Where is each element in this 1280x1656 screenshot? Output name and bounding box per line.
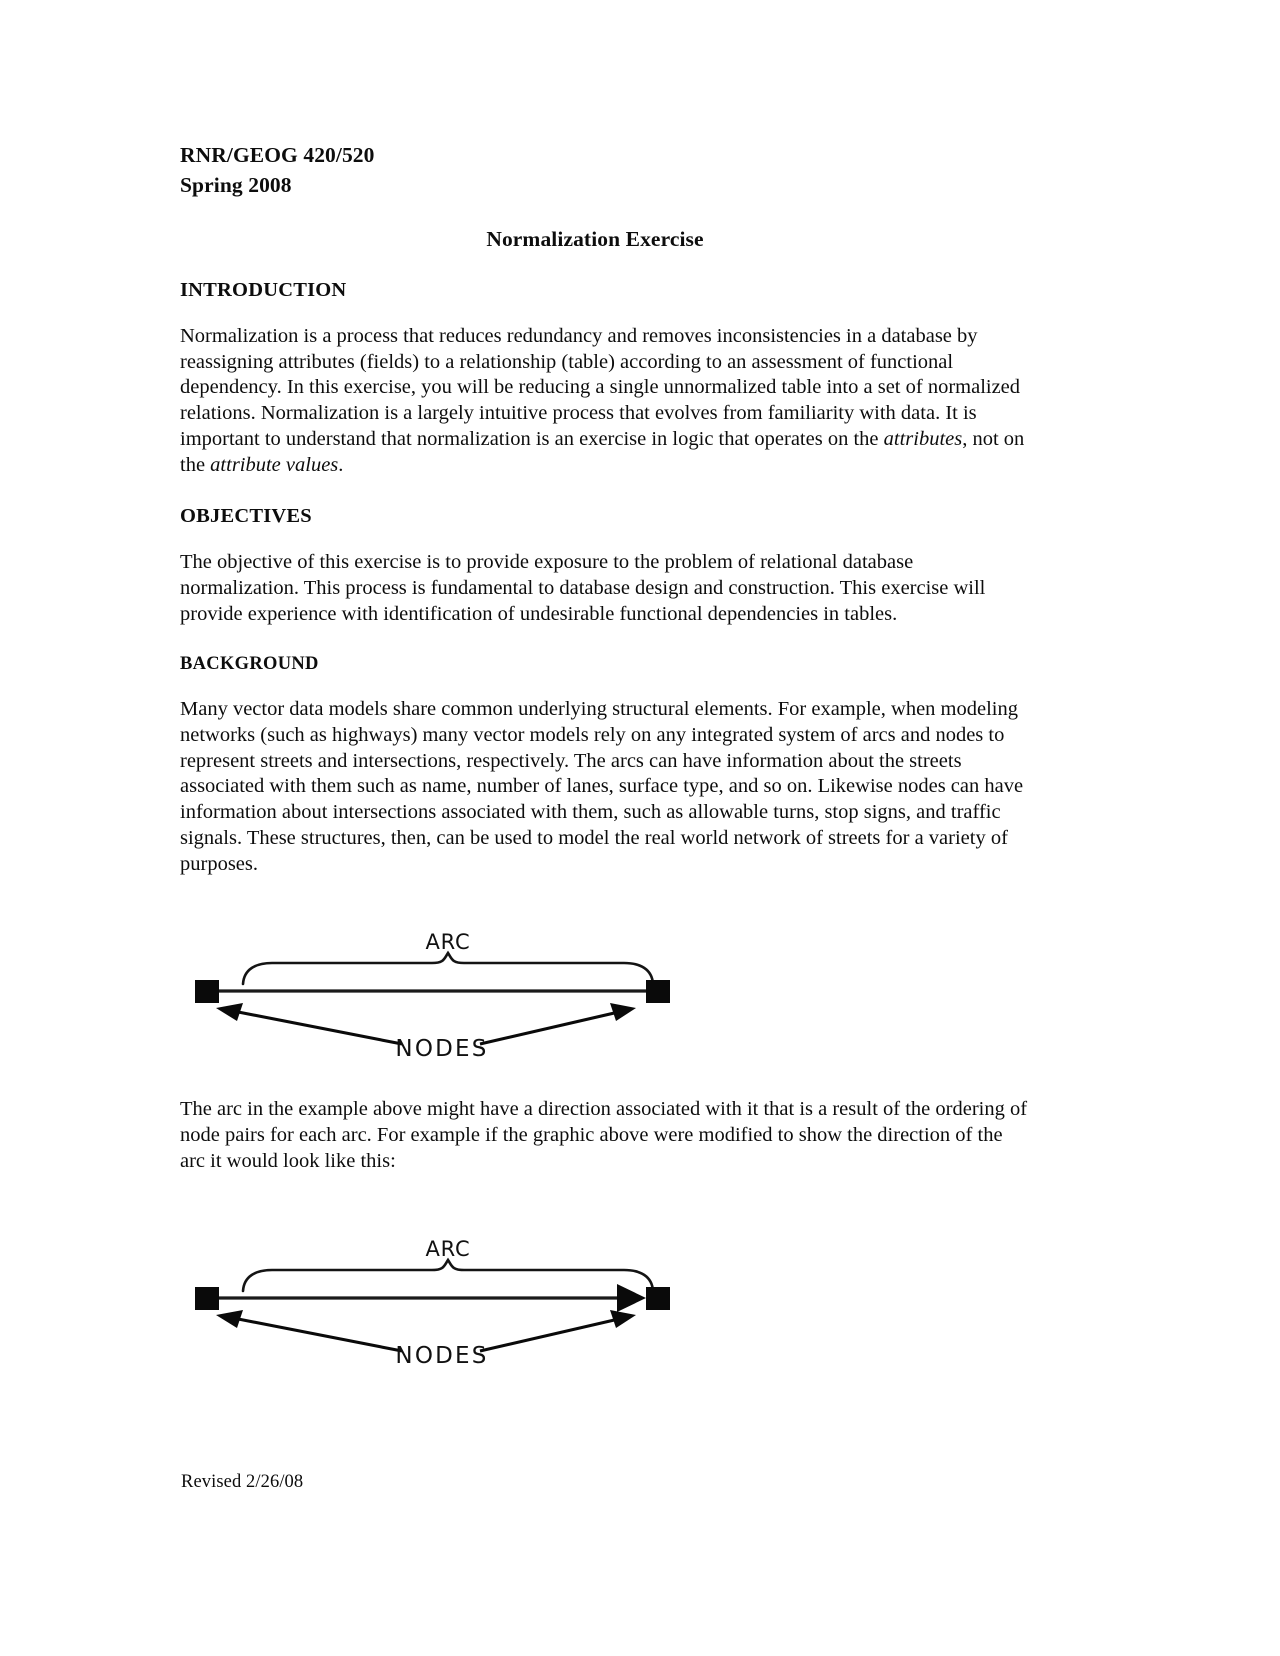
figure-arc-node-directed: [180, 1218, 1028, 1383]
term-label: Spring 2008: [180, 173, 292, 197]
paragraph-objectives: The objective of this exercise is to provide exposure to the problem of relational database normalization. This process is fundamental to database design and construction. This exercise will provide experience with identification of undesirable functional dependencies in tables.: [180, 551, 986, 625]
figure1-nodes-label: NODES: [395, 1036, 489, 1063]
figure2-node-left: [195, 1287, 219, 1310]
figure2-direction-arrowhead: [617, 1284, 646, 1312]
heading-objectives: OBJECTIVES: [180, 505, 312, 528]
paragraph-background: Many vector data models share common underlying structural elements. For example, when modeling networks (such as highways) many vector models rely on any integrated system of arcs and nodes to represent streets and intersections, respectively. The arcs can have information about the streets associated with them such as name, number of lanes, surface type, and so on. Likewise nodes can have information about intersections associated with them, such as allowable turns, stop signs, and traffic signals. These structures, then, can be used to model the real world network of streets for a variety of purposes.: [180, 698, 1024, 875]
figure2-pointer-right: [480, 1310, 636, 1351]
figure2-nodes-label: NODES: [395, 1343, 489, 1370]
figure1-pointer-right: [480, 1003, 636, 1044]
figure2-pointer-left: [216, 1310, 402, 1351]
heading-background: BACKGROUND: [180, 654, 319, 675]
figure2-arc-label: ARC: [425, 1237, 471, 1262]
intro-emphasis-attributes: attributes: [883, 427, 963, 450]
paragraph-introduction: [180, 324, 1028, 478]
course-code: RNR/GEOG 420/520: [180, 143, 375, 167]
footer-revision: Revised 2/26/08: [181, 1472, 304, 1492]
figure1-node-left: [195, 980, 219, 1003]
figure1-arc-label: ARC: [425, 930, 471, 955]
figure1-pointer-left: [216, 1003, 402, 1044]
intro-text-part3: .: [338, 453, 344, 476]
page-title: Normalization Exercise: [486, 227, 704, 251]
intro-text-part1: Normalization is a process that reduces redundancy and removes inconsistencies in a database by reassigning attributes (fields) to a relationship (table) according to an assessment of functional dependency. In this exercise, you will be reducing a single unnormalized table into a set of normalized relations. Normalization is a largely intuitive process that evolves from familiarity with data. It is important to understand that normalization is an exercise in logic that operates on the: [180, 325, 1021, 450]
figure1-node-right: [646, 980, 670, 1003]
paragraph-direction-explanation: The arc in the example above might have a direction associated with it that is a result of the ordering of node pairs for each arc. For example if the graphic above were modified to show the direction of the arc it would look like this:: [180, 1098, 1028, 1172]
intro-text-part2: , not on the: [180, 427, 1025, 476]
intro-emphasis-attribute-values: attribute values: [210, 453, 339, 476]
document-body: [180, 140, 1028, 1383]
figure2-node-right: [646, 1287, 670, 1310]
heading-introduction: INTRODUCTION: [180, 279, 347, 301]
figure-arc-node-undirected: [180, 911, 1028, 1076]
